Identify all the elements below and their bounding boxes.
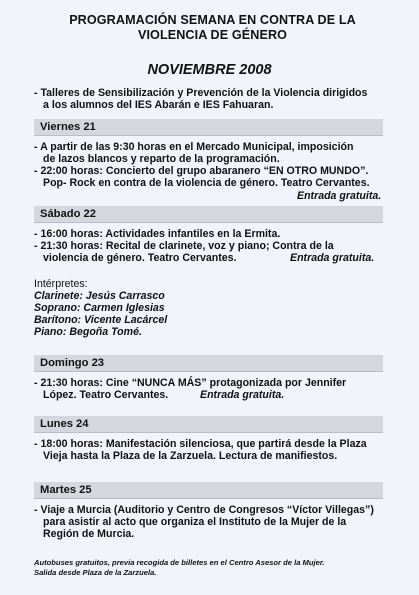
intro-line-2: a los alumnos del IES Abarán e IES Fahuaran. xyxy=(43,99,274,111)
viernes-line-4: Pop- Rock en contra de la violencia de género. Teatro Cervantes. xyxy=(43,177,370,189)
day-header-sabado: Sábado 22 xyxy=(34,206,383,223)
title-line-2: VIOLENCIA DE GÉNERO xyxy=(137,28,288,42)
title-line-1: PROGRAMACIÓN SEMANA EN CONTRA DE LA xyxy=(69,13,356,27)
domingo-line-1: - 21:30 horas: Cine “NUNCA MÁS” protagonizada por Jennifer xyxy=(34,377,347,389)
interpretes-label: Intérpretes: xyxy=(34,278,88,290)
lunes-line-1: - 18:00 horas: Manifestación silenciosa, que partirá desde la Plaza xyxy=(34,438,367,450)
interprete-clarinete: Clarinete: Jesús Carrasco xyxy=(34,290,165,302)
martes-line-3: Región de Murcia. xyxy=(43,528,135,540)
interprete-baritono: Barítono: Vicente Lacárcel xyxy=(34,314,168,326)
footer-line-2: Salida desde Plaza de la Zarzuela. xyxy=(34,568,157,577)
viernes-line-2: de lazos blancos y reparto de la programación. xyxy=(43,153,280,165)
viernes-line-3: - 22:00 horas: Concierto del grupo abaranero “EN OTRO MUNDO”. xyxy=(34,165,369,177)
intro-line-1: - Talleres de Sensibilización y Prevención de la Violencia dirigidos xyxy=(34,87,368,99)
footer-line-1: Autobuses gratuitos, previa recogida de billetes en el Centro Asesor de la Mujer. xyxy=(34,558,325,567)
sabado-line-1: - 16:00 horas: Actividades infantiles en la Ermita. xyxy=(34,228,281,240)
day-header-lunes: Lunes 24 xyxy=(34,416,383,433)
martes-line-1: - Viaje a Murcia (Auditorio y Centro de Congresos “Víctor Villegas”) xyxy=(34,504,374,516)
sabado-line-2: - 21:30 horas: Recital de clarinete, voz y piano; Contra de la xyxy=(34,240,334,252)
domingo-line-2: López. Teatro Cervantes. xyxy=(43,389,169,401)
sabado-entrada: Entrada gratuita. xyxy=(290,252,375,264)
day-header-martes: Martes 25 xyxy=(34,482,383,499)
day-header-domingo: Domingo 23 xyxy=(34,355,383,372)
interprete-soprano: Soprano: Carmen Iglesias xyxy=(34,302,165,314)
lunes-line-2: Vieja hasta la Plaza de la Zarzuela. Lectura de manifiestos. xyxy=(43,450,338,462)
domingo-entrada: Entrada gratuita. xyxy=(200,389,285,401)
sabado-line-3: violencia de género. Teatro Cervantes. xyxy=(43,252,237,264)
interprete-piano: Piano: Begoña Tomé. xyxy=(34,326,142,338)
viernes-line-1: - A partir de las 9:30 horas en el Mercado Municipal, imposición xyxy=(34,141,354,153)
day-header-viernes: Viernes 21 xyxy=(34,119,383,136)
viernes-entrada: Entrada gratuita. xyxy=(297,190,382,202)
page-title xyxy=(40,13,385,43)
martes-line-2: para asistir al acto que organiza el Instituto de la Mujer de la xyxy=(43,516,347,528)
month-heading: NOVIEMBRE 2008 xyxy=(147,62,272,78)
